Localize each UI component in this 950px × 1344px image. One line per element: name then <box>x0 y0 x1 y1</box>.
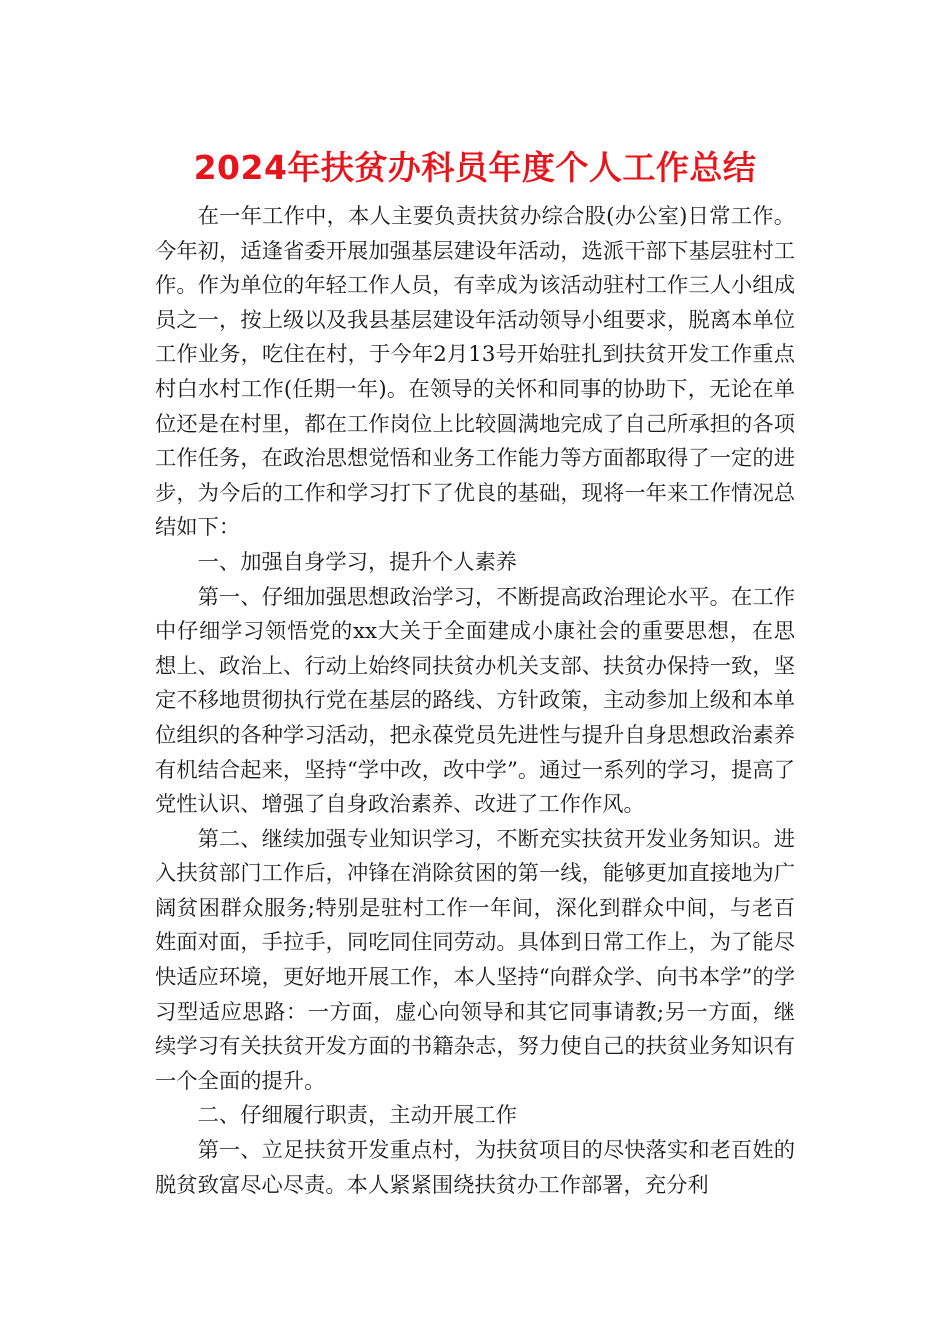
section-heading-1: 一、加强自身学习，提升个人素养 <box>197 549 518 575</box>
paragraph-intro: 在一年工作中，本人主要负责扶贫办综合股(办公室)日常工作。今年初，适逢省委开展加强基层建设年活动，选派干部下基层驻村工作。作为单位的年轻工作人员，有幸成为该活动驻村工作三人小组成员之一，按上级以及我县基层建设年活动领导小组要求，脱离本单位工作业务，吃住在村，于今年2月13号开始驻扎到扶贫开发工作重点村白水村工作(任期一年)。在领导的关怀和同事的协助下，无论在单位还是在村里，都在工作岗位上比较圆满地完成了自己所承担的各项工作任务，在政治思想觉悟和业务工作能力等方面都取得了一定的进步，为今后的工作和学习打下了优良的基础，现将一年来工作情况总结如下： <box>155 204 795 541</box>
paragraph-study-professional: 第二、继续加强专业知识学习，不断充实扶贫开发业务知识。进入扶贫部门工作后，冲锋在消除贫困的第一线，能够更加直接地为广阔贫困群众服务;特别是驻村工作一年间，深化到群众中间，与老百姓面对面，手拉手，同吃同住同劳动。具体到日常工作上，为了能尽快适应环境，更好地开展工作，本人坚持“向群众学、向书本学”的学习型适应思路：一方面，虚心向领导和其它同事请教;另一方面，继续学习有关扶贫开发方面的书籍杂志，努力使自己的扶贫业务知识有一个全面的提升。 <box>155 826 795 1094</box>
section-heading-2: 二、仔细履行职责，主动开展工作 <box>197 1103 518 1129</box>
paragraph-study-political: 第一、仔细加强思想政治学习，不断提高政治理论水平。在工作中仔细学习领悟党的xx大关于全面建成小康社会的重要思想，在思想上、政治上、行动上始终同扶贫办机关支部、扶贫办保持一致，坚定不移地贯彻执行党在基层的路线、方针政策，主动参加上级和本单位组织的各种学习活动，把永葆党员先进性与提升自身思想政治素养有机结合起来，坚持“学中改，改中学”。通过一系列的学习，提高了党性认识、增强了自身政治素养、改进了工作作风。 <box>155 584 795 818</box>
document-title: 2024年扶贫办科员年度个人工作总结 <box>193 148 757 187</box>
paragraph-duty-village: 第一、立足扶贫开发重点村，为扶贫项目的尽快落实和老百姓的脱贫致富尽心尽责。本人紧紧围绕扶贫办工作部署，充分利 <box>155 1138 795 1198</box>
document-body <box>155 200 795 1203</box>
